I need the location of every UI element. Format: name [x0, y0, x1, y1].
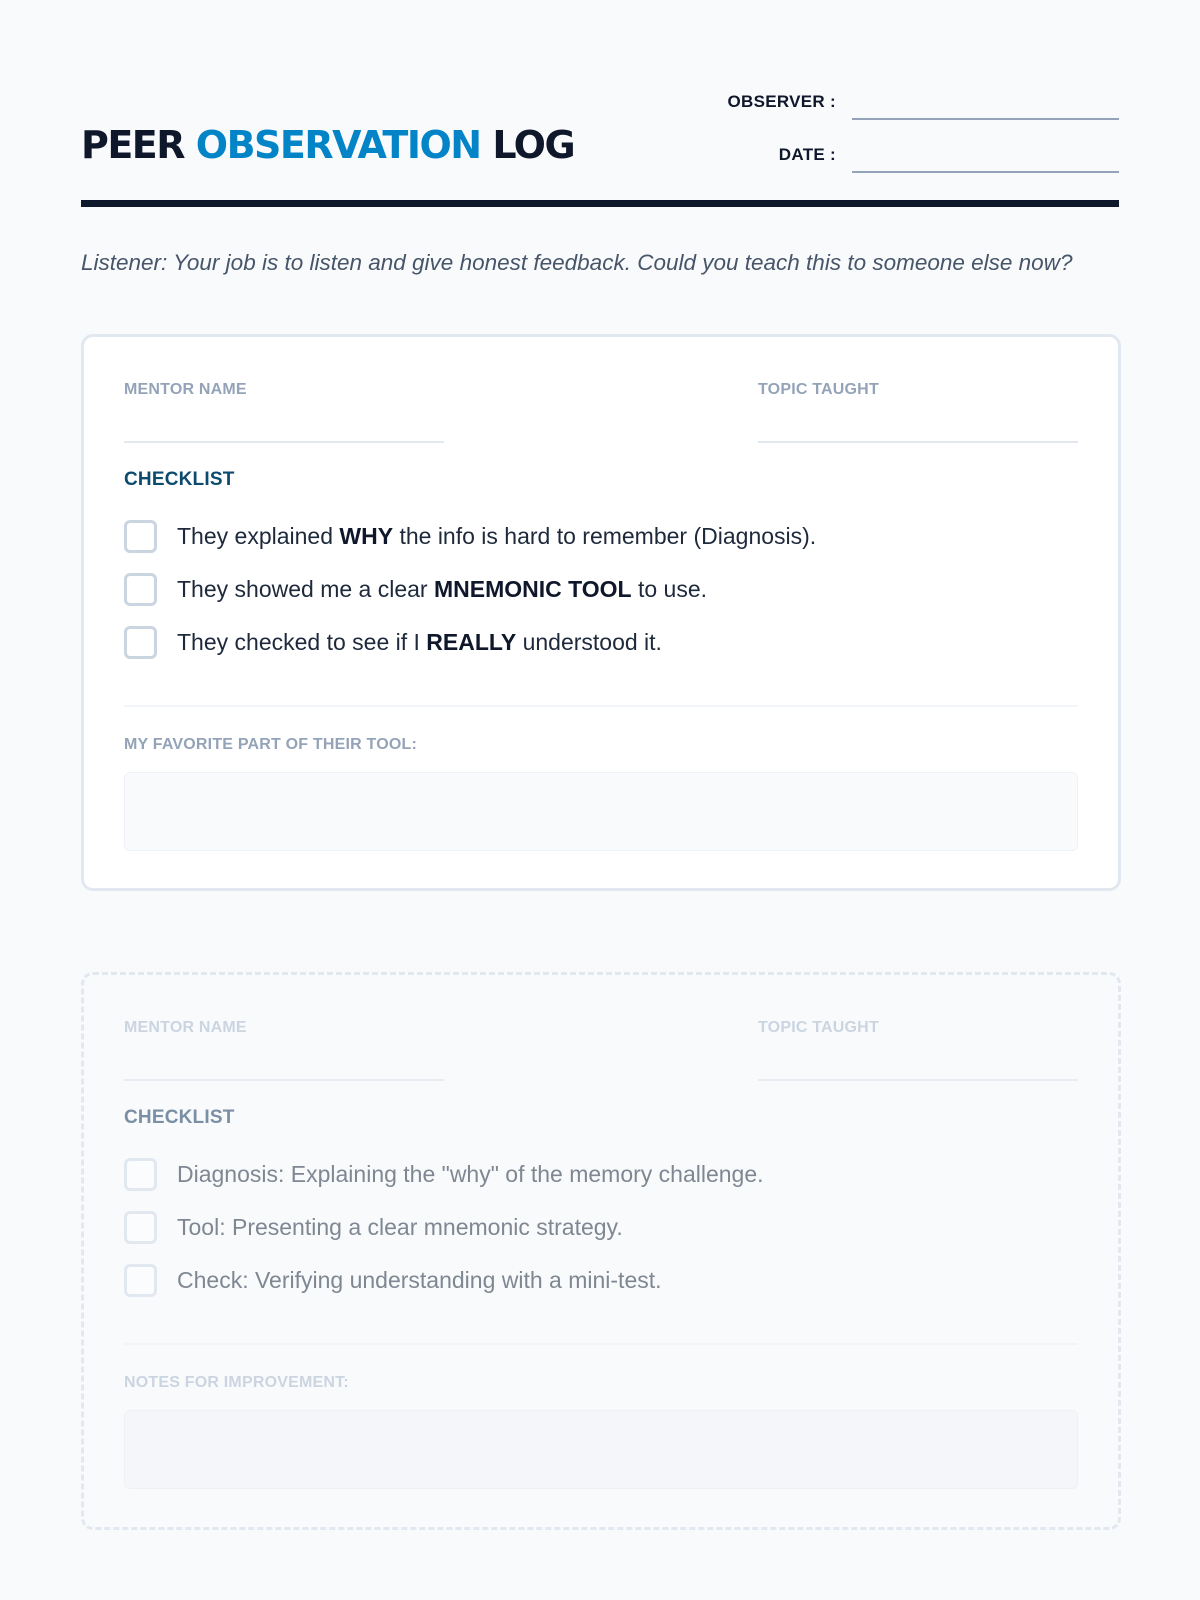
topic-taught-field[interactable]	[758, 421, 1078, 443]
observer-field[interactable]	[852, 80, 1119, 120]
favorite-part-label: MY FAVORITE PART OF THEIR TOOL:	[124, 736, 418, 753]
date-row	[728, 133, 1120, 173]
date-field[interactable]	[852, 133, 1119, 173]
title-word-peer: PEER	[81, 123, 185, 167]
item-text-pre: They explained	[177, 523, 340, 549]
topic-taught-field[interactable]	[758, 1059, 1078, 1081]
observation-card-1	[81, 334, 1121, 891]
topic-taught-label: TOPIC TAUGHT	[758, 1019, 879, 1036]
card-fields	[124, 975, 1078, 1085]
checklist-title: CHECKLIST	[124, 1107, 235, 1128]
page-title	[81, 122, 574, 168]
topic-taught-label: TOPIC TAUGHT	[758, 381, 879, 398]
checkbox[interactable]	[124, 1211, 157, 1244]
observation-card-2	[81, 972, 1121, 1530]
item-text-emphasis: WHY	[339, 523, 394, 549]
item-text-post: understood it.	[516, 629, 662, 655]
item-text-emphasis: REALLY	[426, 629, 517, 655]
checklist-item-text: Check: Verifying understanding with a mini-test.	[177, 1267, 662, 1293]
mentor-name-label: MENTOR NAME	[124, 381, 247, 398]
checklist-item-text: Tool: Presenting a clear mnemonic strategy.	[177, 1214, 623, 1240]
header-meta-fields	[728, 80, 1120, 186]
item-text-post: the info is hard to remember (Diagnosis).	[393, 523, 817, 549]
checklist-item-text	[177, 629, 662, 656]
item-text-emphasis: MNEMONIC TOOL	[433, 576, 632, 602]
item-text-pre: They checked to see if I	[177, 629, 427, 655]
instruction-text: Listener: Your job is to listen and give honest feedback. Could you teach this to someone else now?	[81, 250, 1073, 275]
checkbox[interactable]	[124, 626, 157, 659]
checklist-item-text	[177, 576, 707, 603]
checklist	[124, 1148, 1078, 1307]
checklist-item[interactable]	[124, 616, 1078, 669]
favorite-part-textarea[interactable]	[124, 772, 1078, 851]
topic-taught-field-group	[758, 381, 1078, 443]
checklist-item[interactable]	[124, 510, 1078, 563]
title-word-observation: OBSERVATION	[195, 123, 481, 167]
observer-row	[728, 80, 1120, 120]
checklist-item[interactable]	[124, 563, 1078, 616]
topic-taught-field-group	[758, 1019, 1078, 1081]
checklist-item-text	[177, 523, 816, 550]
item-text-post: to use.	[631, 576, 708, 602]
mentor-name-field-group	[124, 1019, 444, 1081]
item-text-pre: They showed me a clear	[177, 576, 434, 602]
notes-for-improvement-textarea[interactable]	[124, 1410, 1078, 1489]
checkbox[interactable]	[124, 520, 157, 553]
observer-label: OBSERVER :	[727, 92, 836, 111]
checkbox[interactable]	[124, 1158, 157, 1191]
header	[81, 0, 1119, 208]
header-divider	[81, 200, 1119, 207]
mentor-name-field-group	[124, 381, 444, 443]
date-label: DATE :	[778, 145, 836, 164]
checkbox[interactable]	[124, 573, 157, 606]
checklist-title: CHECKLIST	[124, 469, 235, 490]
notes-for-improvement-label: NOTES FOR IMPROVEMENT:	[124, 1374, 349, 1391]
checklist-item-text: Diagnosis: Explaining the "why" of the memory challenge.	[177, 1161, 764, 1187]
mentor-name-label: MENTOR NAME	[124, 1019, 247, 1036]
checklist-item[interactable]	[124, 1148, 1078, 1201]
checkbox[interactable]	[124, 1264, 157, 1297]
section-divider	[124, 705, 1078, 707]
checklist-item[interactable]	[124, 1201, 1078, 1254]
card-fields	[124, 337, 1078, 447]
checklist-item[interactable]	[124, 1254, 1078, 1307]
mentor-name-field[interactable]	[124, 1059, 444, 1081]
mentor-name-field[interactable]	[124, 421, 444, 443]
checklist	[124, 510, 1078, 669]
section-divider	[124, 1343, 1078, 1345]
title-word-log: LOG	[492, 123, 575, 167]
